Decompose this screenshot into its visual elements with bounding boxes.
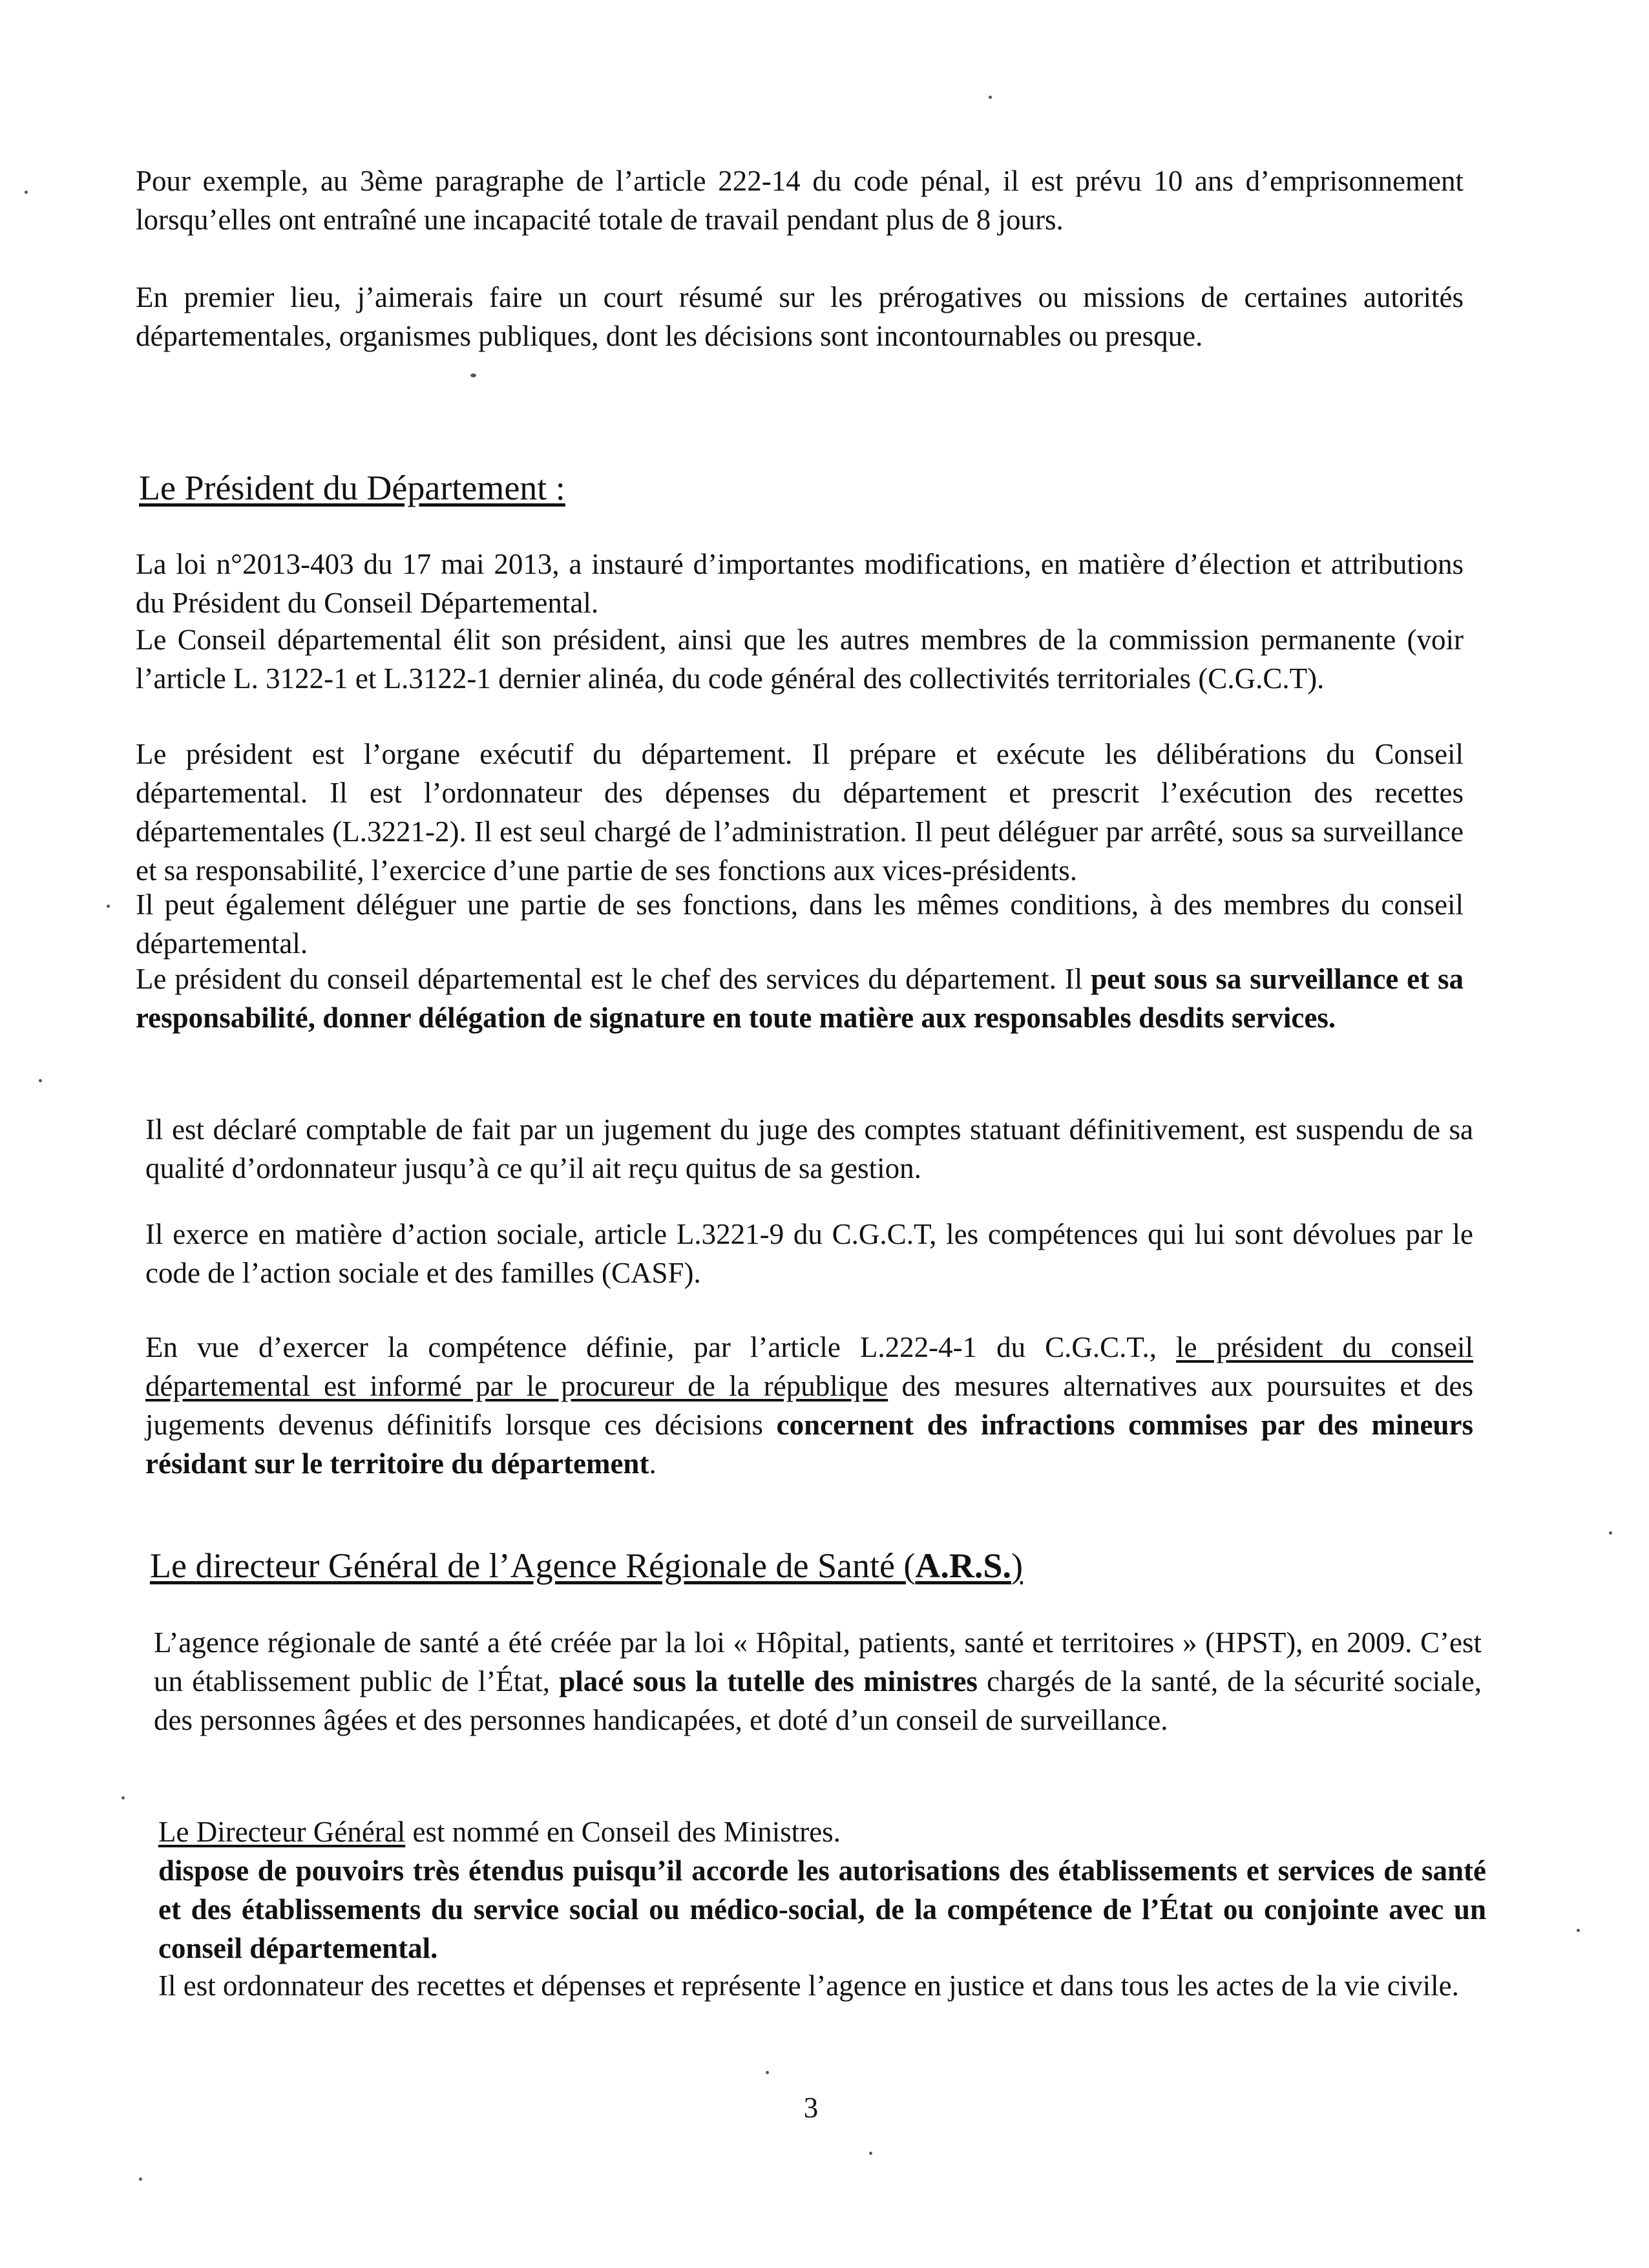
- ars-paragraph-4: Il est ordonnateur des recettes et dépenses et représente l’agence en justice et dans tous les actes de la vie civile.: [158, 1969, 1459, 2002]
- intro-paragraph-2: En premier lieu, j’aimerais faire un court résumé sur les prérogatives ou missions de certaines autorités départementales, organismes publiques, dont les décisions sont incontournables ou presque.: [136, 281, 1464, 352]
- ars-paragraph-1: [154, 1623, 1482, 1739]
- scan-speck: [869, 2152, 872, 2155]
- president-p8-bold: concernent des infractions commises par des mineurs résidant sur le territoire du département: [145, 1409, 1473, 1480]
- president-p8-underline: le président du conseil départemental est informé par le procureur de la république: [145, 1331, 1473, 1402]
- scan-speck: [139, 2178, 142, 2181]
- scan-speck: [39, 1079, 42, 1082]
- president-paragraph-8: [145, 1328, 1473, 1483]
- section-heading-president: Le Président du Département :: [139, 468, 565, 507]
- president-paragraph-3: Le président est l’organe exécutif du département. Il prépare et exécute les délibérations du Conseil départemental. Il est l’ordonnateur des dépenses du département et prescrit l’exécution des recettes départementales (L.3221-2). Il est seul chargé de l’administration. Il peut déléguer par arrêté, sous sa surveillance et sa responsabilité, l’exercice d’une partie de ses fonctions aux vices-présidents.: [136, 738, 1464, 887]
- scan-speck: [1609, 1531, 1612, 1535]
- president-paragraph-6: Il est déclaré comptable de fait par un jugement du juge des comptes statuant définitivement, est suspendu de sa qualité d’ordonnateur jusqu’à ce qu’il ait reçu quitus de sa gestion.: [145, 1113, 1473, 1184]
- president-paragraph-1: La loi n°2013-403 du 17 mai 2013, a instauré d’importantes modifications, en matière d’élection et attributions du Président du Conseil Départemental.: [136, 548, 1464, 619]
- page-number: 3: [803, 2092, 819, 2124]
- ars-paragraph-3: dispose de pouvoirs très étendus puisqu’il accorde les autorisations des établissements et services de santé et des établissements du service social ou médico-social, de la compétence de l’État ou conjointe avec un conseil départemental.: [158, 1854, 1486, 1964]
- ars-heading-text-b: ): [1011, 1546, 1023, 1585]
- president-p8-text-b: des mesures alternatives aux poursuites et des jugements devenus définitifs lorsque ces décisions: [145, 1370, 1473, 1441]
- ars-paragraph-2: [158, 1812, 1486, 1851]
- scan-speck: [470, 373, 476, 377]
- president-p8-text-a: En vue d’exercer la compétence définie, par l’article L.222-4-1 du C.G.C.T.,: [145, 1331, 1177, 1363]
- intro-paragraph-1: Pour exemple, au 3ème paragraphe de l’article 222-14 du code pénal, il est prévu 10 ans d’emprisonnement lorsqu’elles ont entraîné une incapacité totale de travail pendant plus de 8 jours.: [136, 165, 1464, 236]
- scan-speck: [766, 2071, 769, 2074]
- president-p5-text: Le président du conseil départemental est le chef des services du département. Il: [136, 963, 1091, 995]
- scan-speck: [989, 96, 992, 99]
- scan-speck: [121, 1796, 125, 1800]
- scan-speck: [107, 905, 110, 908]
- ars-p2-underline: Le Directeur Général: [158, 1816, 406, 1848]
- ars-heading-text-a: Le directeur Général de l’Agence Régionale de Santé (: [150, 1546, 916, 1585]
- scan-speck: [1577, 1929, 1580, 1932]
- ars-p1-bold: placé sous la tutelle des ministres: [559, 1665, 978, 1697]
- president-paragraph-4: Il peut également déléguer une partie de ses fonctions, dans les mêmes conditions, à des membres du conseil départemental.: [136, 888, 1464, 960]
- section-heading-ars: [150, 1544, 1023, 1587]
- president-paragraph-2: Le Conseil départemental élit son président, ainsi que les autres membres de la commission permanente (voir l’article L. 3122-1 et L.3122-1 dernier alinéa, du code général des collectivités territoriales (C.G.C.T).: [136, 624, 1464, 695]
- ars-p2-text: est nommé en Conseil des Ministres.: [405, 1816, 841, 1848]
- president-paragraph-7: Il exerce en matière d’action sociale, article L.3221-9 du C.G.C.T, les compétences qui lui sont dévolues par le code de l’action sociale et des familles (CASF).: [145, 1218, 1473, 1289]
- ars-heading-bold: A.R.S.: [915, 1546, 1011, 1585]
- president-p5-bold: peut sous sa surveillance et sa responsabilité, donner délégation de signature en toute matière aux responsables desdits services.: [136, 963, 1464, 1034]
- president-p8-end: .: [649, 1447, 656, 1480]
- ars-p1-text-a: L’agence régionale de santé a été créée par la loi « Hôpital, patients, santé et territoires » (HPST), en 2009. C’est un établissement public de l’État,: [154, 1626, 1482, 1697]
- president-paragraph-5: [136, 960, 1464, 1037]
- scan-speck: [25, 191, 28, 194]
- ars-p1-text-b: chargés de la santé, de la sécurité sociale, des personnes âgées et des personnes handicapées, et doté d’un conseil de surveillance.: [154, 1665, 1482, 1736]
